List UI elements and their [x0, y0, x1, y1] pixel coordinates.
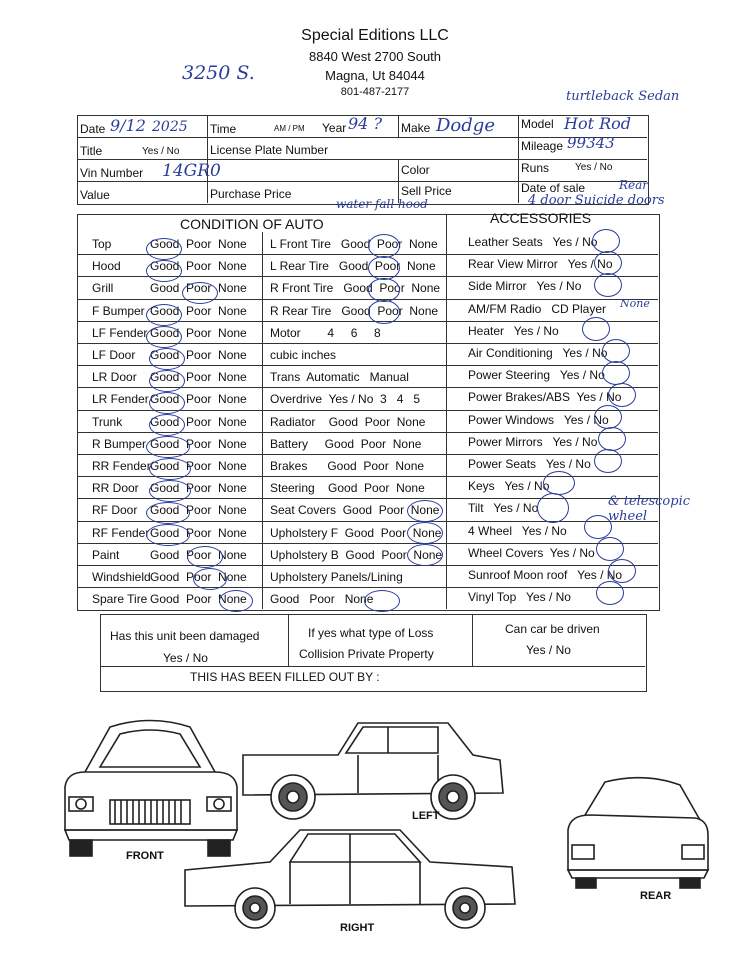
circle-mark — [608, 383, 636, 407]
mileage-label: Mileage — [521, 139, 564, 153]
filled-out-by-label: THIS HAS BEEN FILLED OUT BY : — [190, 670, 380, 684]
condition-item-label: RR Door — [92, 481, 139, 495]
condition-item-label: RR Fender — [92, 459, 151, 473]
model-label: Model — [521, 117, 554, 131]
company-phone: 801-487-2177 — [340, 86, 410, 98]
circle-mark — [582, 317, 610, 341]
circle-mark — [602, 339, 630, 363]
accessory-row[interactable]: Rear View Mirror Yes / No — [468, 257, 613, 271]
condition-options[interactable]: Good Poor None — [150, 348, 247, 362]
circle-mark — [368, 256, 400, 280]
circle-mark — [368, 278, 400, 302]
mechanical-row[interactable]: L Front Tire Good Poor None — [270, 237, 438, 251]
condition-row — [92, 548, 247, 562]
accessory-row[interactable]: Air Conditioning Yes / No — [468, 346, 608, 360]
mechanical-row[interactable]: Battery Good Poor None — [270, 437, 422, 451]
loss-type-answer: Collision Private Property — [299, 647, 434, 661]
mechanical-row[interactable]: Motor 4 6 8 — [270, 326, 381, 340]
circle-mark — [149, 348, 185, 370]
circle-mark — [368, 234, 400, 258]
driveable-answer: Yes / No — [526, 643, 571, 657]
condition-options[interactable]: Good Poor None — [150, 259, 247, 273]
condition-options[interactable]: Good Poor None — [150, 370, 247, 384]
circle-mark — [594, 273, 622, 297]
vin-label: Vin Number — [80, 166, 144, 180]
mechanical-row[interactable]: Trans Automatic Manual — [270, 370, 409, 384]
company-address: 8840 West 2700 South — [308, 49, 442, 64]
circle-mark — [146, 524, 190, 546]
accessory-row[interactable]: Power Brakes/ABS Yes / No — [468, 390, 622, 404]
date-of-sale-value[interactable]: Rear — [619, 178, 649, 192]
condition-item-label: Spare Tire — [92, 592, 148, 606]
condition-options[interactable]: Good Poor None — [150, 503, 247, 517]
radio-note: None — [620, 297, 650, 310]
circle-mark — [598, 427, 626, 451]
runs-label: Runs — [521, 161, 550, 175]
title-yes-no: Yes / No — [142, 146, 180, 157]
circle-mark — [146, 326, 182, 348]
mechanical-row[interactable]: Overdrive Yes / No 3 4 5 — [270, 392, 421, 406]
circle-mark — [146, 238, 182, 260]
mechanical-row[interactable]: Steering Good Poor None — [270, 481, 425, 495]
accessory-row[interactable]: Tilt Yes / No — [468, 501, 539, 515]
circle-mark — [149, 458, 191, 480]
mechanical-row[interactable]: R Front Tire Good Poor None — [270, 281, 441, 295]
condition-options[interactable]: Good Poor None — [150, 281, 247, 295]
handwritten-address-note: 3250 S. — [182, 62, 255, 84]
circle-mark — [594, 405, 622, 429]
mechanical-row[interactable]: R Rear Tire Good Poor None — [270, 304, 439, 318]
ampm-label: AM / PM — [274, 124, 305, 133]
circle-mark — [146, 436, 190, 458]
license-label: License Plate Number — [210, 143, 329, 157]
mechanical-row[interactable]: Upholstery B Good Poor None — [270, 548, 443, 562]
mechanical-row[interactable]: Radiator Good Poor None — [270, 415, 426, 429]
sell-price-label: Sell Price — [401, 184, 452, 198]
condition-options[interactable]: Good Poor None — [150, 415, 247, 429]
circle-mark — [407, 500, 443, 522]
condition-options[interactable]: Good Poor None — [150, 481, 247, 495]
mechanical-row[interactable]: Seat Covers Good Poor None — [270, 503, 440, 517]
circle-mark — [368, 300, 400, 324]
condition-item-label: Trunk — [92, 415, 123, 429]
condition-item-label: Grill — [92, 281, 114, 295]
accessory-row[interactable]: Power Seats Yes / No — [468, 457, 591, 471]
condition-row — [92, 281, 247, 295]
hood-note: water fall hood — [336, 197, 428, 211]
date-year-value[interactable]: 2025 — [152, 119, 188, 135]
condition-item-label: Top — [92, 237, 112, 251]
accessory-row[interactable]: AM/FM Radio CD Player — [468, 302, 607, 316]
condition-item-label: RF Fender — [92, 526, 150, 540]
condition-item-label: Windshield — [92, 570, 151, 584]
company-name: Special Editions LLC — [301, 27, 449, 44]
condition-options[interactable]: Good Poor None — [150, 570, 247, 584]
condition-options[interactable]: Good Poor None — [150, 437, 247, 451]
condition-options[interactable]: Good Poor None — [150, 592, 247, 606]
circle-mark — [364, 590, 400, 612]
circle-mark — [149, 392, 185, 414]
title-label: Title — [80, 144, 103, 158]
condition-options[interactable]: Good Poor None — [150, 326, 247, 340]
circle-mark — [594, 449, 622, 473]
accessory-row[interactable]: 4 Wheel Yes / No — [468, 524, 567, 538]
condition-item-label: LF Door — [92, 348, 136, 362]
circle-mark — [182, 282, 218, 304]
driveable-question: Can car be driven — [505, 622, 600, 636]
circle-mark — [596, 537, 624, 561]
company-city: Magna, Ut 84044 — [325, 68, 425, 83]
rear-view-label: REAR — [640, 890, 672, 902]
circle-mark — [608, 559, 636, 583]
condition-title: CONDITION OF AUTO — [180, 216, 324, 232]
mechanical-row[interactable]: Upholstery F Good Poor None — [270, 526, 442, 540]
condition-item-label: F Bumper — [92, 304, 145, 318]
make-label: Make — [401, 121, 431, 135]
condition-options[interactable]: Good Poor None — [150, 392, 247, 406]
runs-yes-no: Yes / No — [575, 162, 613, 173]
condition-item-label: LF Fender — [92, 326, 148, 340]
front-view-label: FRONT — [126, 850, 164, 862]
model-note: turtleback Sedan — [566, 89, 680, 104]
mechanical-row[interactable]: Brakes Good Poor None — [270, 459, 425, 473]
circle-mark — [149, 370, 185, 392]
make-value[interactable]: Dodge — [436, 115, 495, 136]
vin-value[interactable]: 14GR0 — [162, 161, 221, 181]
left-view-label: LEFT — [412, 810, 440, 822]
circle-mark — [584, 515, 612, 539]
accessory-row[interactable]: Power Windows Yes / No — [468, 413, 609, 427]
circle-mark — [149, 414, 185, 436]
condition-item-label: LR Door — [92, 370, 137, 384]
condition-item-label: Paint — [92, 548, 120, 562]
car-rear-view — [560, 770, 710, 890]
accessory-row[interactable]: Keys Yes / No — [468, 479, 550, 493]
accessory-row[interactable]: Leather Seats Yes / No — [468, 235, 598, 249]
condition-options[interactable]: Good Poor None — [150, 459, 247, 473]
circle-mark — [146, 260, 182, 282]
circle-mark — [596, 581, 624, 605]
condition-options[interactable]: Good Poor None — [150, 526, 247, 540]
circle-mark — [537, 493, 569, 523]
car-left-view — [238, 715, 508, 825]
condition-options[interactable]: Good Poor None — [150, 304, 247, 318]
loss-type-question: If yes what type of Loss — [308, 626, 434, 640]
mechanical-row[interactable]: cubic inches — [270, 348, 337, 362]
mechanical-row[interactable]: Good Poor None — [270, 592, 374, 606]
accessory-row[interactable]: Side Mirror Yes / No — [468, 279, 582, 293]
value-label: Value — [80, 188, 110, 202]
color-label: Color — [401, 163, 430, 177]
accessories-title: ACCESSORIES — [490, 210, 592, 226]
accessory-row[interactable]: Vinyl Top Yes / No — [468, 590, 571, 604]
accessory-row[interactable]: Power Mirrors Yes / No — [468, 435, 598, 449]
date-value[interactable]: 9/12 — [110, 116, 146, 135]
right-view-label: RIGHT — [340, 922, 375, 934]
circle-mark — [219, 590, 253, 612]
accessory-row[interactable]: Wheel Covers Yes / No — [468, 546, 595, 560]
date-of-sale-label: Date of sale — [521, 181, 586, 195]
condition-item-label: Hood — [92, 259, 121, 273]
mechanical-row[interactable]: Upholstery Panels/Lining — [270, 570, 403, 584]
condition-item-label: RF Door — [92, 503, 138, 517]
accessory-row[interactable]: Heater Yes / No — [468, 324, 559, 338]
mechanical-row[interactable]: L Rear Tire Good Poor None — [270, 259, 436, 273]
date-label: Date — [80, 122, 106, 136]
condition-options[interactable]: Good Poor None — [150, 548, 247, 562]
damage-question: Has this unit been damaged — [110, 629, 260, 643]
circle-mark — [149, 480, 191, 502]
circle-mark — [592, 229, 620, 253]
year-label: Year — [322, 121, 347, 135]
car-right-view — [180, 822, 520, 932]
circle-mark — [407, 544, 443, 566]
circle-mark — [594, 251, 622, 275]
condition-item-label: LR Fender — [92, 392, 149, 406]
circle-mark — [187, 546, 223, 568]
condition-item-label: R Bumper — [92, 437, 147, 451]
circle-mark — [146, 304, 182, 326]
model-value[interactable]: Hot Rod — [564, 114, 632, 133]
circle-mark — [193, 568, 227, 590]
condition-options[interactable]: Good Poor None — [150, 237, 247, 251]
purchase-price-label: Purchase Price — [210, 187, 292, 201]
mileage-value[interactable]: 99343 — [567, 134, 615, 152]
year-value[interactable]: 94 ? — [348, 114, 383, 133]
tilt-note: & telescopic wheel — [608, 494, 691, 524]
damage-answer: Yes / No — [163, 651, 208, 665]
time-label: Time — [210, 122, 237, 136]
circle-mark — [543, 471, 575, 495]
doors-note: 4 door Suicide doors — [528, 193, 665, 208]
accessory-row[interactable]: Power Steering Yes / No — [468, 368, 605, 382]
accessory-row[interactable]: Sunroof Moon roof Yes / No — [468, 568, 623, 582]
circle-mark — [407, 522, 443, 544]
circle-mark — [146, 502, 190, 524]
circle-mark — [602, 361, 630, 385]
